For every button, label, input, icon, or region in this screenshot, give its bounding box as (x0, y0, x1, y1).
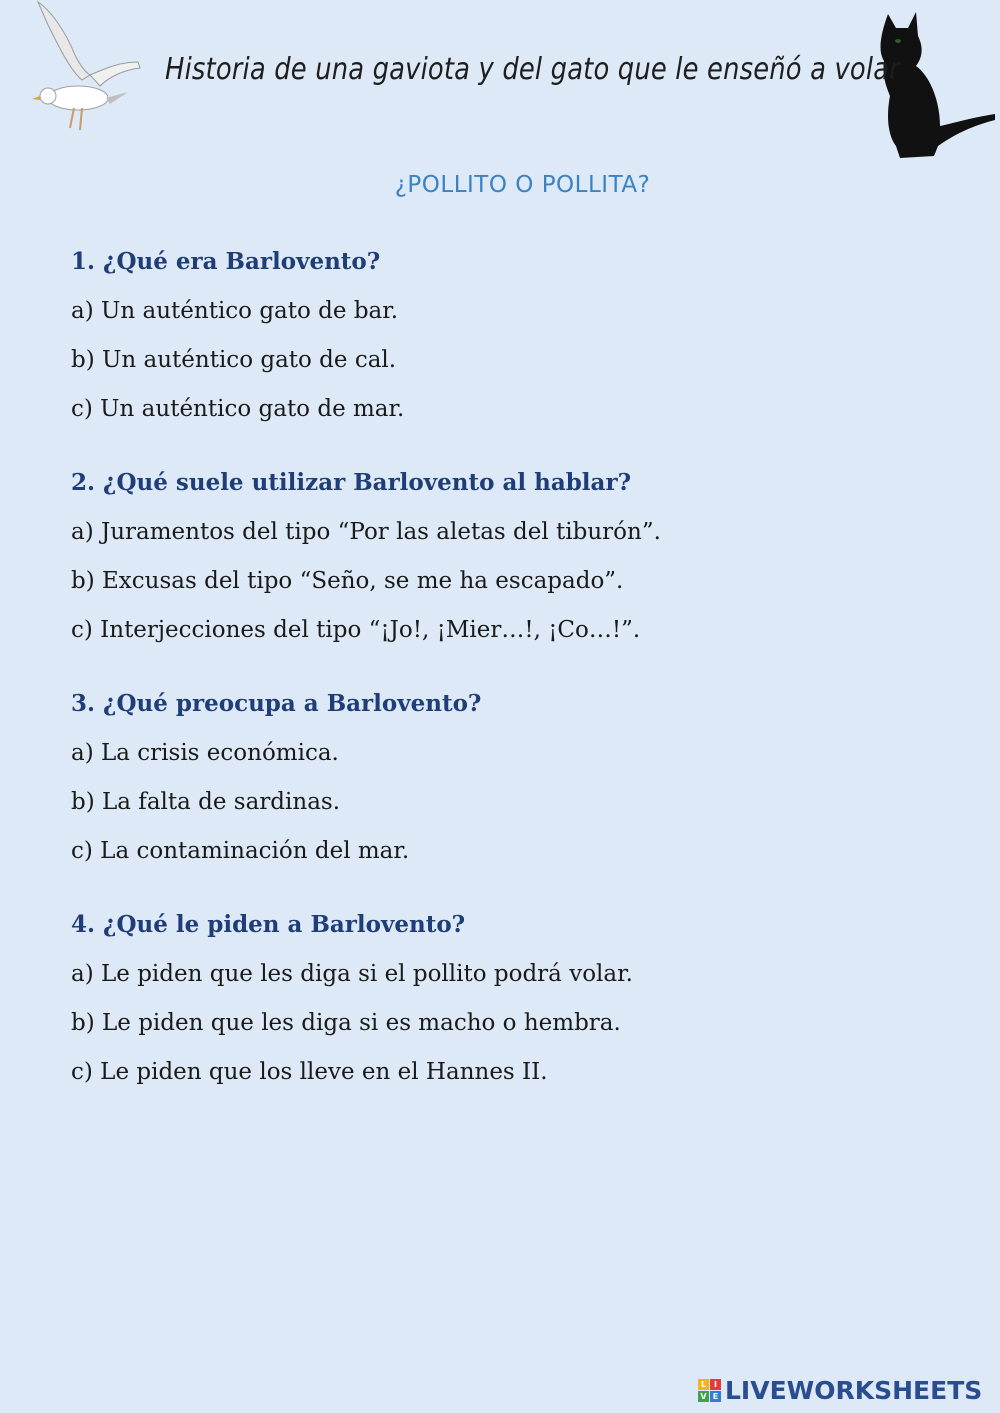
seagull-icon (30, 0, 150, 140)
question-2 (71, 461, 951, 657)
logo-text: LIVEWORKSHEETS (725, 1376, 983, 1405)
question-title: 1. ¿Qué era Barlovento? (71, 248, 381, 275)
answer-option-a[interactable]: a) La crisis económica. (71, 740, 339, 766)
answer-option-b[interactable]: b) Le piden que les diga si es macho o hembra. (71, 1010, 621, 1036)
answer-option-c[interactable]: c) La contaminación del mar. (71, 838, 410, 864)
logo-letter-v: V (698, 1391, 709, 1402)
question-1 (71, 240, 951, 436)
question-title: 2. ¿Qué suele utilizar Barlovento al hablar? (71, 469, 632, 496)
answer-option-c[interactable]: c) Un auténtico gato de mar. (71, 396, 405, 422)
worksheet-title: Historia de una gaviota y del gato que le enseñó a volar (165, 52, 900, 87)
answer-option-b[interactable]: b) Excusas del tipo “Seño, se me ha escapado”. (71, 568, 624, 594)
question-4 (71, 903, 951, 1099)
question-list (71, 240, 951, 1124)
liveworksheets-logo (698, 1376, 982, 1405)
logo-letter-i: I (710, 1379, 721, 1390)
liveworksheets-logo-icon (698, 1379, 721, 1402)
question-3 (71, 682, 951, 878)
answer-option-b[interactable]: b) Un auténtico gato de cal. (71, 347, 397, 373)
answer-option-a[interactable]: a) Le piden que les diga si el pollito podrá volar. (71, 961, 633, 987)
question-title: 4. ¿Qué le piden a Barlovento? (71, 911, 466, 938)
answer-option-a[interactable]: a) Juramentos del tipo “Por las aletas del tiburón”. (71, 519, 661, 545)
answer-option-c[interactable]: c) Interjecciones del tipo “¡Jo!, ¡Mier…!, ¡Co…!”. (71, 617, 641, 643)
logo-letter-l: L (698, 1379, 709, 1390)
worksheet-subtitle: ¿POLLITO O POLLITA? (394, 172, 651, 198)
answer-option-a[interactable]: a) Un auténtico gato de bar. (71, 298, 399, 324)
answer-option-b[interactable]: b) La falta de sardinas. (71, 789, 341, 815)
answer-option-c[interactable]: c) Le piden que los lleve en el Hannes II. (71, 1059, 548, 1085)
logo-letter-e: E (710, 1391, 721, 1402)
question-title: 3. ¿Qué preocupa a Barlovento? (71, 690, 482, 717)
